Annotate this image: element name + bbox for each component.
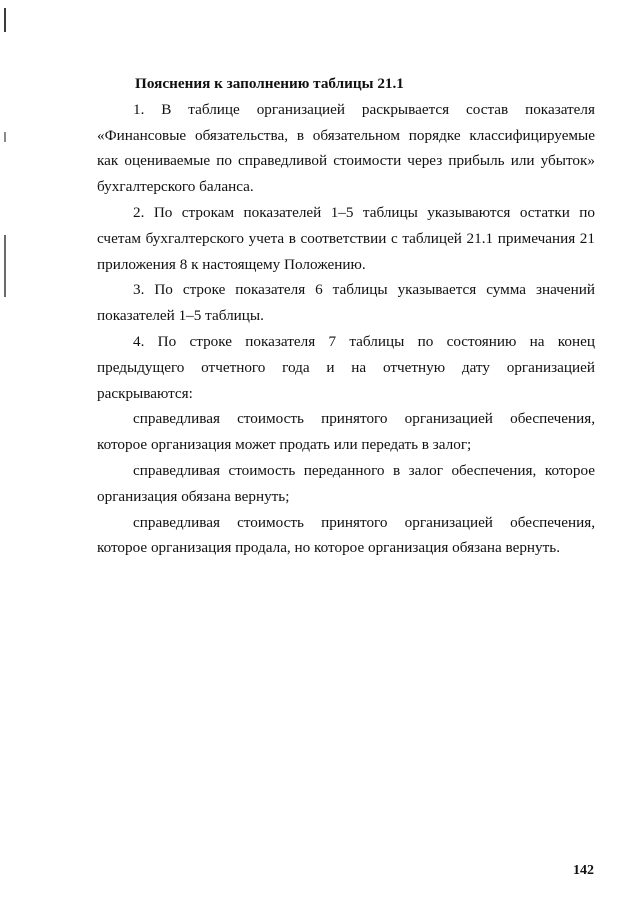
paragraph-4: 4. По строке показателя 7 таблицы по состоянию на конец предыдущего отчетного года и на отчетную дату организацией раскрываются: — [97, 332, 595, 402]
scan-edge-mark — [4, 235, 6, 297]
paragraph-2: 2. По строкам показателей 1–5 таблицы указываются остатки по счетам бухгалтерского учета в соответствии с таблицей 21.1 примечания 21 приложения 8 к настоящему Положению. — [97, 203, 595, 273]
list-item-collateral-sold: справедливая стоимость принятого организацией обеспечения, которое организация продала, но которое организация обязана вернуть. — [97, 513, 595, 557]
section-heading: Пояснения к заполнению таблицы 21.1 — [135, 75, 404, 92]
paragraph-1: 1. В таблице организацией раскрывается состав показателя «Финансовые обязательства, в обязательном порядке классифицируемые как оцениваемые по справедливой стоимости через прибыль или убыток» бухгалтерского баланса. — [97, 100, 595, 196]
document-body — [97, 71, 595, 561]
list-item-collateral-pledged: справедливая стоимость переданного в залог обеспечения, которое организация обязана вернуть; — [97, 461, 595, 505]
list-item-collateral-may-sell: справедливая стоимость принятого организацией обеспечения, которое организация может продать или передать в залог; — [97, 410, 595, 454]
page-number: 142 — [573, 863, 594, 878]
paragraph-3: 3. По строке показателя 6 таблицы указывается сумма значений показателей 1–5 таблицы. — [97, 281, 595, 325]
scan-edge-mark — [4, 132, 6, 142]
scan-edge-mark — [4, 8, 6, 32]
